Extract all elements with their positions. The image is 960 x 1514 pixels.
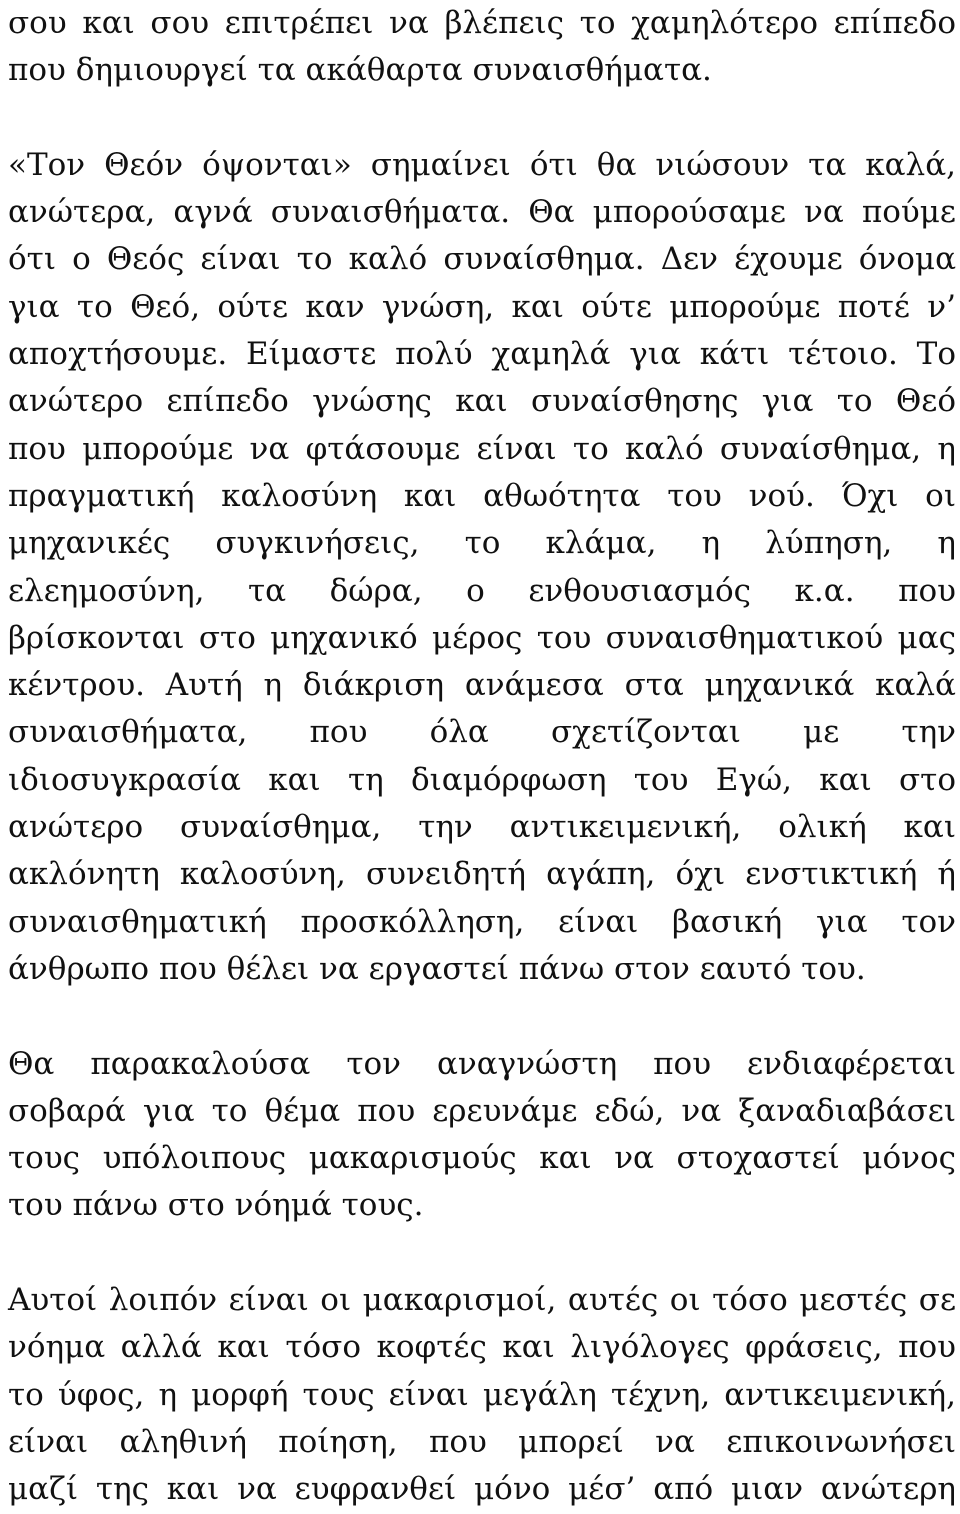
paragraph-gap <box>8 95 956 142</box>
text-line: Αυτοί λοιπόν είναι οι μακαρισμοί, αυτές οι τόσο μεστές σε <box>8 1282 956 1319</box>
text-line: ανώτερα, αγνά συναισθήματα. Θα μπορούσαμε να πούμε <box>8 194 956 231</box>
text-line: συναισθηματική προσκόλληση, είναι βασική για τον <box>8 903 956 940</box>
text-line: που δημιουργεί τα ακάθαρτα συναισθήματα. <box>8 52 712 89</box>
text-line: μηχανικές συγκινήσεις, το κλάμα, η λύπηση, η <box>8 525 956 562</box>
text-line: ιδιοσυγκρασία και τη διαμόρφωση του Εγώ, και στο <box>8 761 956 798</box>
text-line: «Τον Θεόν όψονται» σημαίνει ότι θα νιώσουν τα καλά, <box>8 146 956 183</box>
text-line: είναι αληθινή ποίηση, που μπορεί να επικοινωνήσει <box>8 1423 956 1460</box>
text-line: ανώτερο συναίσθημα, την αντικειμενική, ολική και <box>8 809 956 846</box>
text-line: τους υπόλοιπους μακαρισμούς και να στοχαστεί μόνος <box>8 1140 956 1177</box>
text-line: για το Θεό, ούτε καν γνώση, και ούτε μπορούμε ποτέ ν’ <box>8 288 956 325</box>
text-line: το ύφος, η μορφή τους είναι μεγάλη τέχνη, αντικειμενική, <box>8 1376 956 1413</box>
paragraph <box>8 142 956 993</box>
text-line: Θα παρακαλούσα τον αναγνώστη που ενδιαφέρεται <box>8 1045 956 1082</box>
text-line: άνθρωπο που θέλει να εργαστεί πάνω στον εαυτό του. <box>8 950 866 987</box>
text-line: ελεημοσύνη, τα δώρα, ο ενθουσιασμός κ.α. που <box>8 572 956 609</box>
text-line: που μπορούμε να φτάσουμε είναι το καλό συναίσθημα, η <box>8 430 956 467</box>
text-line: σου και σου επιτρέπει να βλέπεις το χαμηλότερο επίπεδο <box>8 5 956 41</box>
text-line: πραγματική καλοσύνη και αθωότητα του νού. Όχι οι <box>8 477 956 514</box>
paragraph <box>8 0 956 95</box>
paragraph <box>8 1041 956 1230</box>
text-line: σοβαρά για το θέμα που ερευνάμε εδώ, να ξαναδιαβάσει <box>8 1092 956 1129</box>
paragraph-gap <box>8 993 956 1040</box>
text-line: βρίσκονται στο μηχανικό μέρος του συναισθηματικού μας <box>8 619 956 656</box>
text-line: μαζί της και να ευφρανθεί μόνο μέσ’ από μιαν ανώτερη <box>8 1471 956 1508</box>
text-line: ανώτερο επίπεδο γνώσης και συναίσθησης για το Θεό <box>8 383 956 420</box>
text-line: του πάνω στο νόημά τους. <box>8 1187 424 1224</box>
text-line: συναισθήματα, που όλα σχετίζονται με την <box>8 714 956 751</box>
document-page <box>8 0 956 1514</box>
text-line: ακλόνητη καλοσύνη, συνειδητή αγάπη, όχι ενστικτική ή <box>8 856 956 893</box>
paragraph <box>8 1277 956 1513</box>
text-line: ότι ο Θεός είναι το καλό συναίσθημα. Δεν έχουμε όνομα <box>8 241 956 278</box>
text-line: κέντρου. Αυτή η διάκριση ανάμεσα στα μηχανικά καλά <box>8 667 956 704</box>
text-line: νόημα αλλά και τόσο κοφτές και λιγόλογες φράσεις, που <box>8 1329 956 1366</box>
text-line: αποχτήσουμε. Είμαστε πολύ χαμηλά για κάτι τέτοιο. Το <box>8 336 956 373</box>
paragraph-gap <box>8 1230 956 1277</box>
